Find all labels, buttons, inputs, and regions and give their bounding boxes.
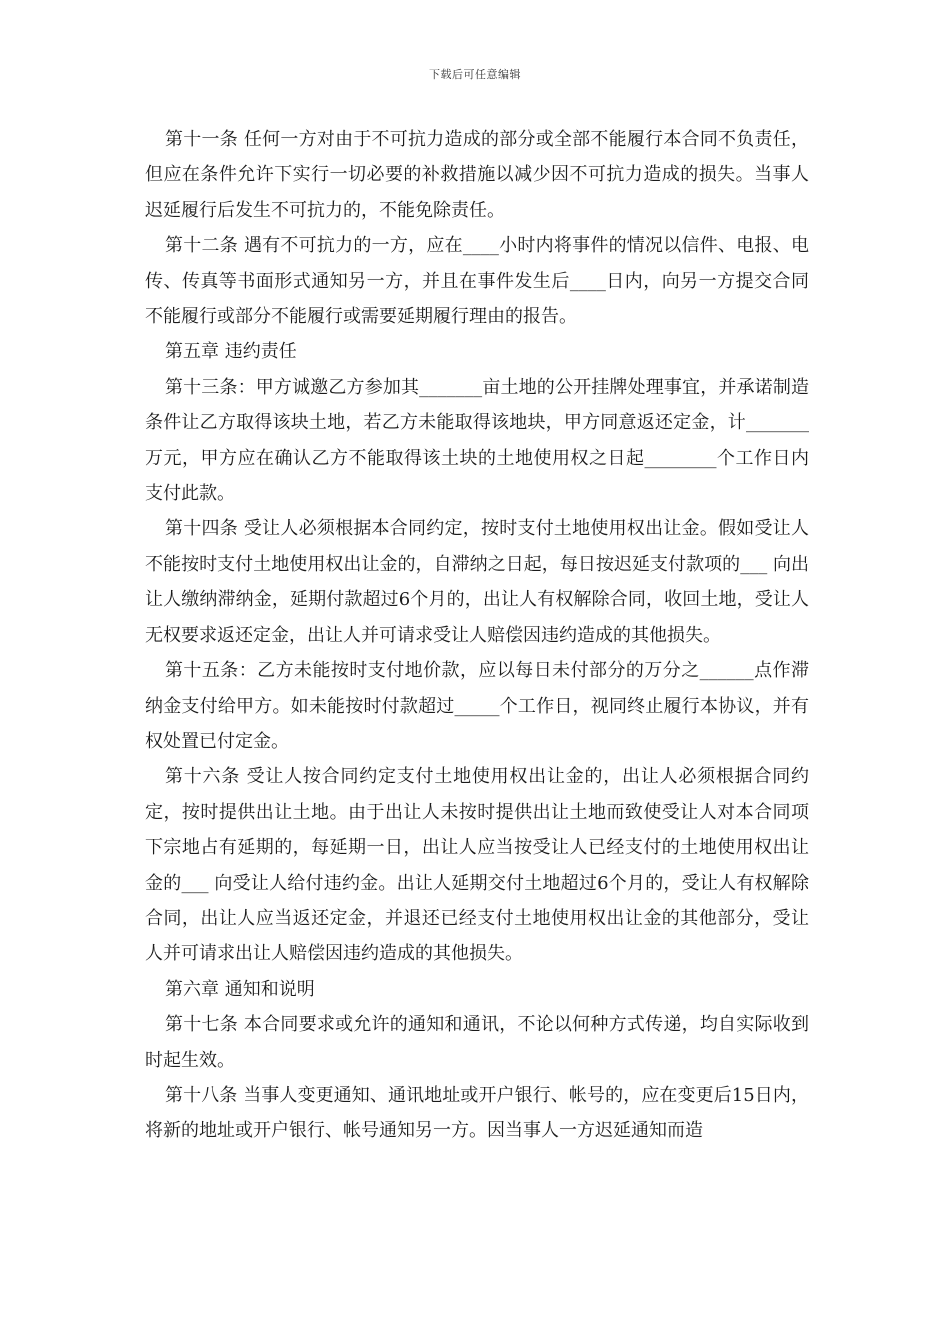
article-12: 第十二条 遇有不可抗力的一方，应在____小时内将事件的情况以信件、电报、电传、传真等书面形式通知另一方，并且在事件发生后____日内，向另一方提交合同不能履行或部分不能履行或需要延期履行理由的报告。 [145,235,809,328]
article-17: 第十七条 本合同要求或允许的通知和通讯，不论以何种方式传递，均自实际收到时起生效。 [145,1014,809,1071]
chapter-6-heading: 第六章 通知和说明 [165,978,315,1000]
article-11: 第十一条 任何一方对由于不可抗力造成的部分或全部不能履行本合同不负责任，但应在条件允许下实行一切必要的补救措施以减少因不可抗力造成的损失。当事人迟延履行后发生不可抗力的，不能免除责任。 [145,129,809,221]
article-18: 第十八条 当事人变更通知、通讯地址或开户银行、帐号的，应在变更后15日内，将新的地址或开户银行、帐号通知另一方。因当事人一方迟延通知而造 [145,1084,809,1142]
article-13: 第十三条：甲方诚邀乙方参加其_______亩土地的公开挂牌处理事宜，并承诺制造条件让乙方取得该块土地，若乙方未能取得该地块，甲方同意返还定金，计_______万元，甲方应在确认乙方不能取得该土块的土地使用权之日起________个工作日内支付此款。 [145,376,809,505]
article-14: 第十四条 受让人必须根据本合同约定，按时支付土地使用权出让金。假如受让人不能按时支付土地使用权出让金的，自滞纳之日起，每日按迟延支付款项的___ 向出让人缴纳滞纳金，延期付款超过6个月的，出让人有权解除合同，收回土地，受让人无权要求返还定金，出让人并可请求受让人赔偿因违约造成的其他损失。 [145,518,809,646]
article-15: 第十五条：乙方未能按时支付地价款，应以每日未付部分的万分之______点作滞纳金支付给甲方。如未能按时付款超过_____个工作日，视同终止履行本协议，并有权处置已付定金。 [145,660,809,752]
article-16: 第十六条 受让人按合同约定支付土地使用权出让金的，出让人必须根据合同约定，按时提供出让土地。由于出让人未按时提供出让土地而致使受让人对本合同项下宗地占有延期的，每延期一日，出让人应当按受让人已经支付的土地使用权出让金的___ 向受让人给付违约金。出让人延期交付土地超过6个月的，受让人有权解除合同，出让人应当返还定金，并退还已经支付土地使用权出让金的其他部分，受让人并可请求出让人赔偿因违约造成的其他损失。 [145,766,809,965]
page-header: 下载后可任意编辑 [429,68,521,81]
document-body [145,122,809,1149]
chapter-5-heading: 第五章 违约责任 [165,341,297,363]
